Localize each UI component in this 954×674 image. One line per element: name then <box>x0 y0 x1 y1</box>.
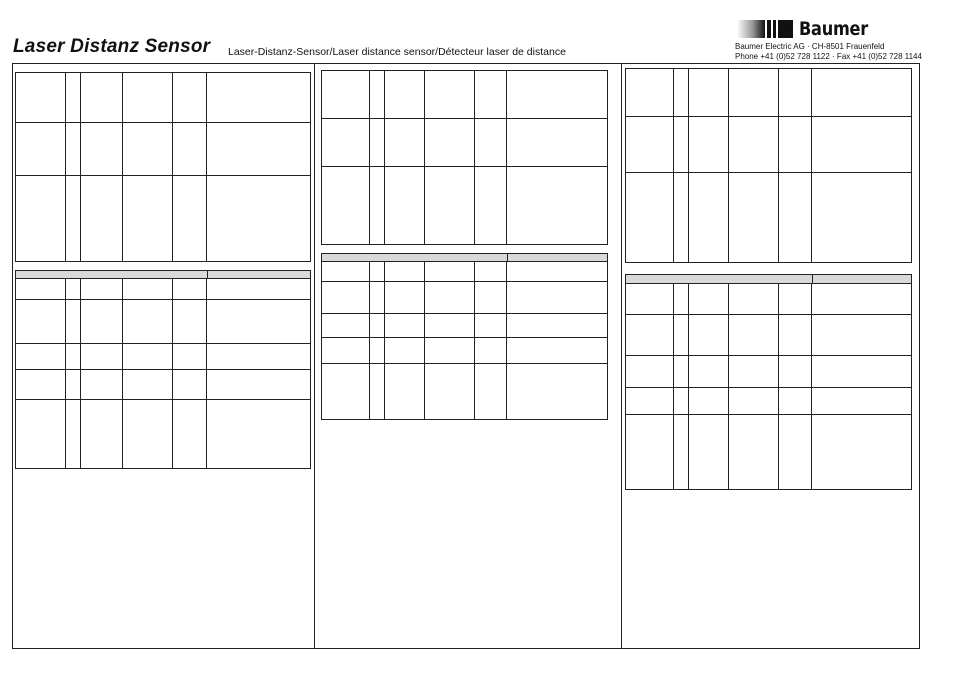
col2-table-lower <box>321 253 608 420</box>
brand-logo <box>737 18 867 40</box>
column-divider-1 <box>314 63 315 649</box>
col3-table-upper <box>625 68 912 263</box>
company-address: Baumer Electric AG · CH-8501 Frauenfeld <box>735 42 885 51</box>
page-subtitle: Laser-Distanz-Sensor/Laser distance sensor/Détecteur laser de distance <box>228 46 566 58</box>
col3-table-lower <box>625 274 912 490</box>
col1-table-upper <box>15 72 311 262</box>
col2-table-upper <box>321 70 608 245</box>
brand-name: Baumer <box>799 18 868 40</box>
col1-table-lower <box>15 270 311 469</box>
baumer-logo-icon <box>737 18 797 40</box>
column-divider-2 <box>621 63 622 649</box>
page-title: Laser Distanz Sensor <box>13 36 211 57</box>
company-phone-fax: Phone +41 (0)52 728 1122 · Fax +41 (0)52 728 1144 <box>735 52 922 61</box>
